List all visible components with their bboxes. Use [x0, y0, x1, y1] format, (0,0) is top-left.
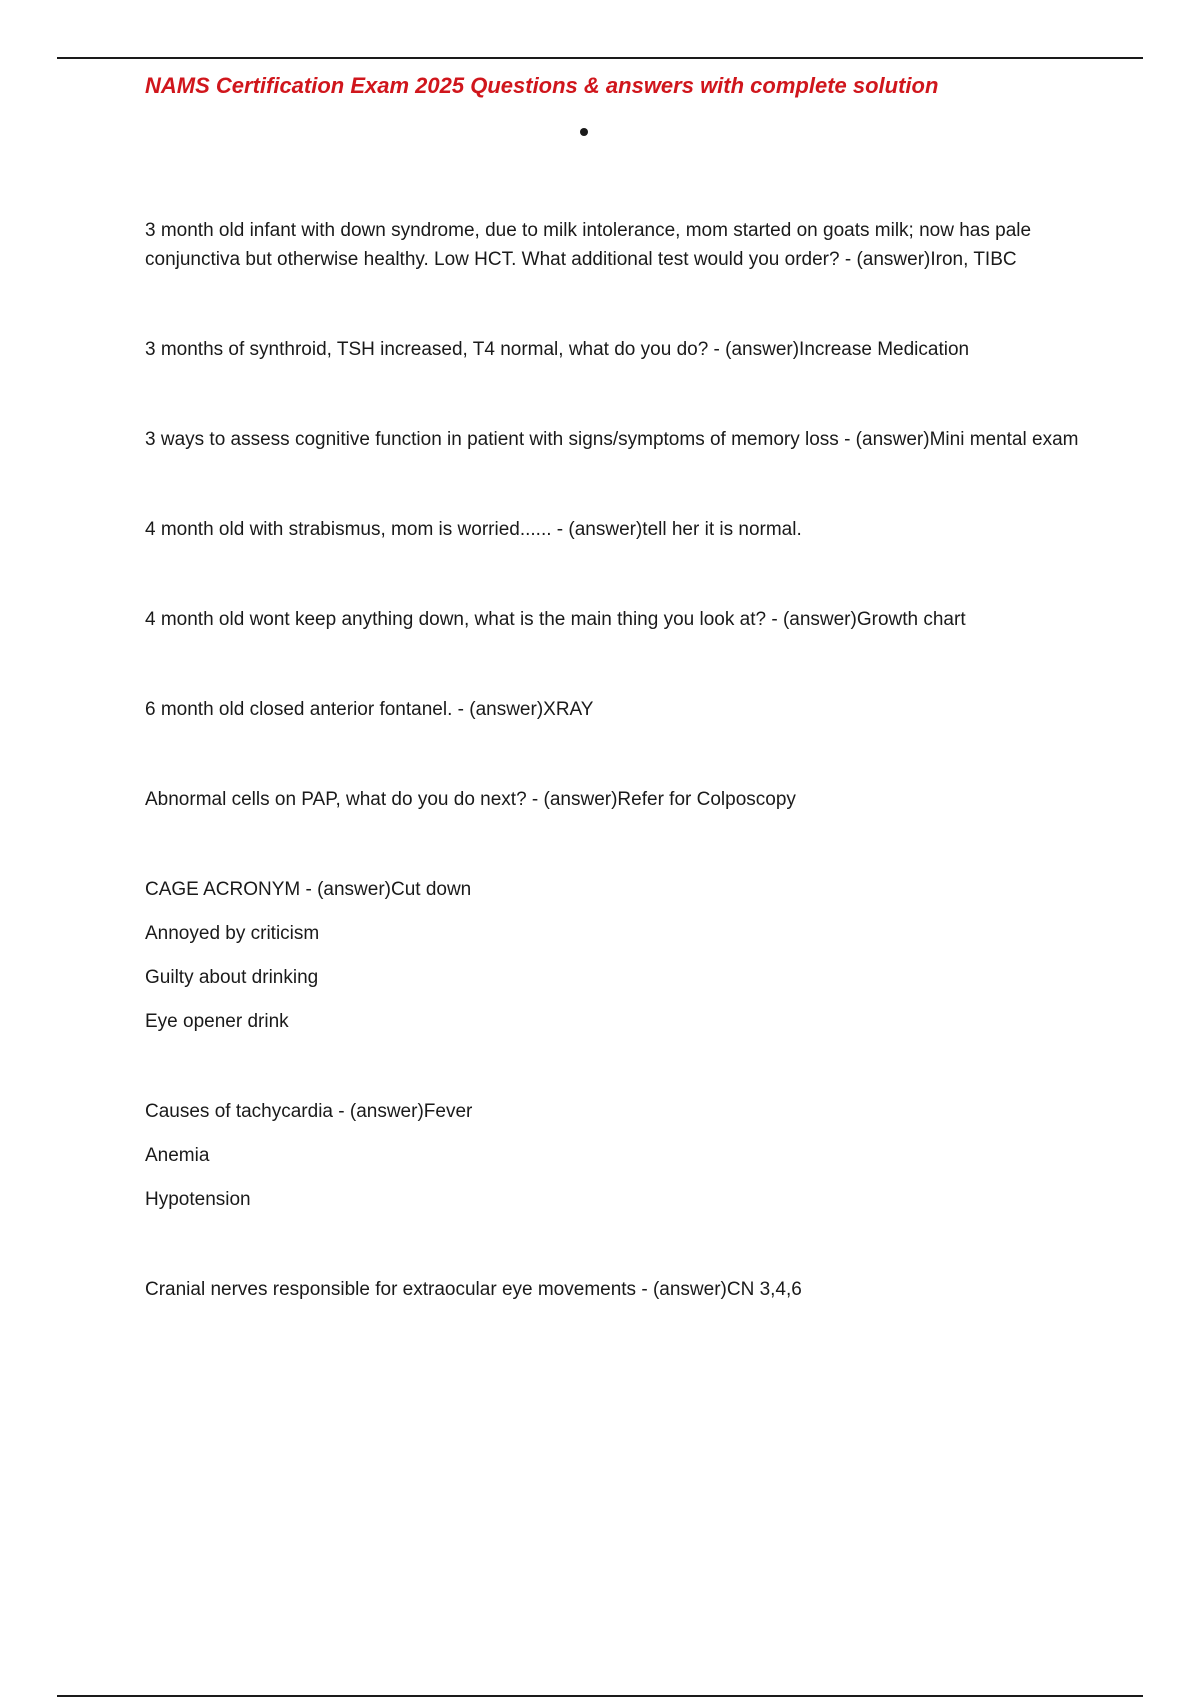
bullet-point-icon [580, 128, 588, 136]
qa-extra-line: Anemia [145, 1145, 210, 1166]
document-title: NAMS Certification Exam 2025 Questions & answers with complete solution [145, 73, 939, 98]
qa-item-7 [145, 785, 1090, 814]
qa-extra-line: Annoyed by criticism [145, 923, 320, 944]
qa-extra-line: Eye opener drink [145, 1011, 289, 1032]
qa-item-8 [145, 875, 1090, 1036]
qa-text: 3 month old infant with down syndrome, due to milk intolerance, mom started on goats milk; now has pale conjunctiva but otherwise healthy. Low HCT. What additional test would you order? - (answer)Iron, TIBC [145, 220, 1032, 270]
qa-item-5 [145, 605, 1090, 634]
qa-text: 3 months of synthroid, TSH increased, T4 normal, what do you do? - (answer)Increase Medication [145, 339, 970, 360]
qa-text: 4 month old with strabismus, mom is worried...... - (answer)tell her it is normal. [145, 519, 802, 540]
qa-text: Abnormal cells on PAP, what do you do next? - (answer)Refer for Colposcopy [145, 789, 796, 810]
qa-list [145, 216, 1090, 1304]
qa-item-2 [145, 335, 1090, 364]
qa-item-1 [145, 216, 1090, 274]
qa-text: 3 ways to assess cognitive function in patient with signs/symptoms of memory loss - (answer)Mini mental exam [145, 429, 1079, 450]
qa-text: 6 month old closed anterior fontanel. - (answer)XRAY [145, 699, 594, 720]
qa-text: Cranial nerves responsible for extraocular eye movements - (answer)CN 3,4,6 [145, 1279, 802, 1300]
qa-text: Causes of tachycardia - (answer)Fever [145, 1101, 473, 1122]
qa-extra-line: Guilty about drinking [145, 967, 319, 988]
qa-item-10 [145, 1275, 1090, 1304]
qa-item-6 [145, 695, 1090, 724]
bottom-rule [57, 1695, 1143, 1697]
qa-text: 4 month old wont keep anything down, what is the main thing you look at? - (answer)Growth chart [145, 609, 966, 630]
qa-item-3 [145, 425, 1090, 454]
top-rule [57, 57, 1143, 59]
qa-item-9 [145, 1097, 1090, 1214]
qa-extra-line: Hypotension [145, 1189, 251, 1210]
qa-item-4 [145, 515, 1090, 544]
qa-text: CAGE ACRONYM - (answer)Cut down [145, 879, 472, 900]
